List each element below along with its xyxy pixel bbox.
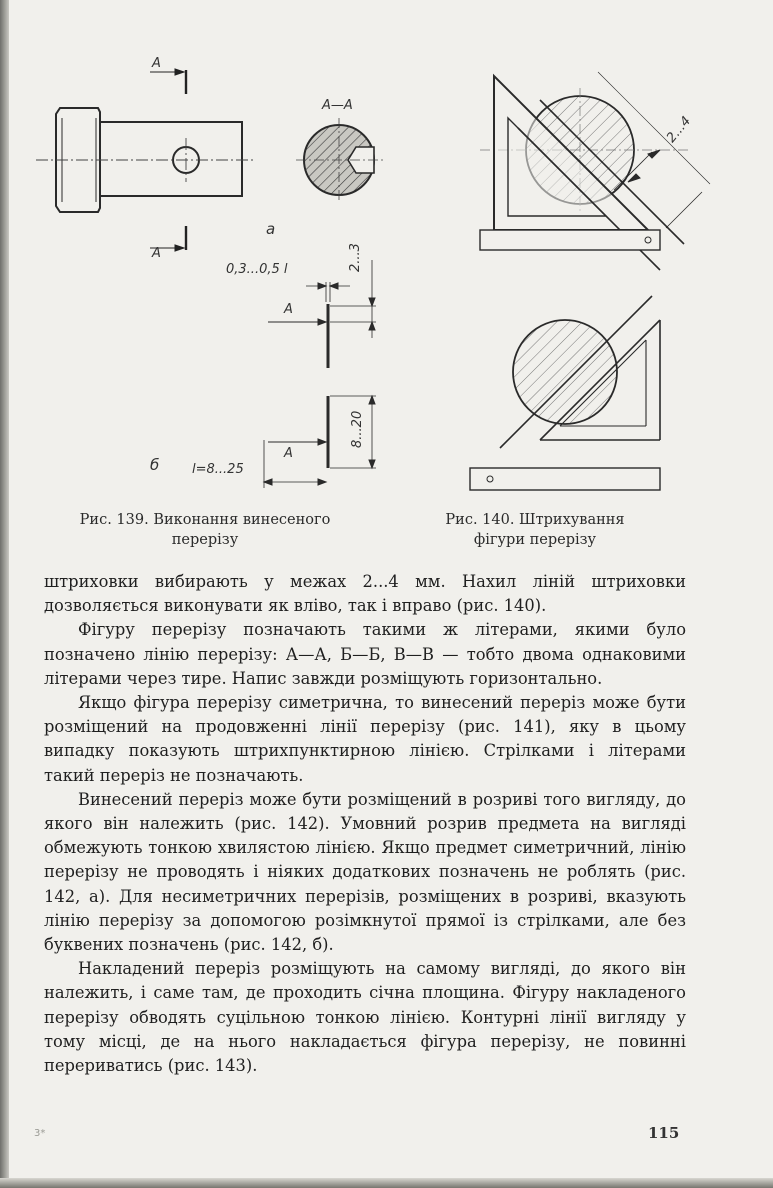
subfigure-label-b: б: [150, 456, 160, 474]
hatching-figure-top: [480, 72, 710, 270]
section-a-a: [296, 118, 384, 202]
corner-mark: 3*: [34, 1128, 46, 1139]
caption-140-line2: фігури перерізу: [473, 532, 597, 548]
caption-140-line1: Рис. 140. Штрихування: [445, 512, 625, 528]
label-a-bottom: A: [152, 246, 161, 261]
paragraph-1: штриховки вибирають у межах 2...4 мм. Нахил ліній штриховки дозволяється виконувати як вліво, так і вправо (рис. 140).: [44, 572, 686, 616]
caption-figure-139: [40, 510, 370, 550]
figures-area: [0, 0, 773, 548]
section-title: A—A: [322, 98, 353, 113]
paragraph-2: Фігуру перерізу позначають такими ж літерами, якими було позначено лінію перерізу: А—А, Б—Б, В—В — тобто двома однаковими літерами через тире. Напис завжди розміщують горизонтально.: [44, 620, 686, 688]
dim-long-label: 8...20: [350, 410, 365, 448]
caption-139-line1: Рис. 139. Виконання винесеного: [79, 512, 331, 528]
paragraph-3: Якщо фігура перерізу симетрична, то винесений переріз може бути розміщений на продовженні лінії перерізу (рис. 141), яку в цьому випадку показують штрихпунктирною лінією. Стрілками і літерами такий переріз не позначають.: [44, 693, 686, 785]
caption-figure-140: [420, 510, 650, 550]
page-bottom-edge: [0, 1178, 773, 1188]
label-a-top: A: [152, 56, 161, 71]
dim-spacing-label: 2...4: [664, 113, 695, 146]
technical-drawings: [0, 0, 773, 500]
cutting-line-dimensions: [264, 260, 376, 488]
caption-139-line2: перерізу: [171, 532, 239, 548]
dim-length-label: l=8...25: [192, 462, 244, 477]
label-a-b2: A: [284, 446, 293, 461]
dim-thickness-label: 0,3...0,5 l: [226, 262, 288, 277]
dim-short-label: 2...3: [348, 243, 363, 272]
paragraph-4: Винесений переріз може бути розміщений в розриві того вигляду, до якого він належить (рис. 142). Умовний розрив предмета на вигляді обмежують тонкою хвилястою лінією. Якщо предмет симетричний, лінію перерізу не проводять і ніяких додаткових позначень не роблять (рис. 142, а). Для несиметричних перерізів, розміщених в розриві, вказують лінію перерізу за допомогою розімкнутої прямої із стрілками, але без буквених позначень (рис. 142, б).: [44, 789, 686, 955]
subfigure-label-a: a: [266, 220, 276, 238]
body-text: [44, 570, 686, 1078]
paragraph-5: Накладений переріз розміщують на самому вигляді, до якого він належить, і саме там, де проходить січна площина. Фігуру накладеного перерізу обводять суцільною тонкою лінією. Контурні лінії вигляду у тому місці, де на нього накладається фігура перерізу, не повинні перериватись (рис. 143).: [44, 959, 686, 1076]
label-a-b1: A: [284, 302, 293, 317]
hatching-figure-bottom: [470, 290, 660, 490]
page-number: 115: [648, 1124, 680, 1142]
